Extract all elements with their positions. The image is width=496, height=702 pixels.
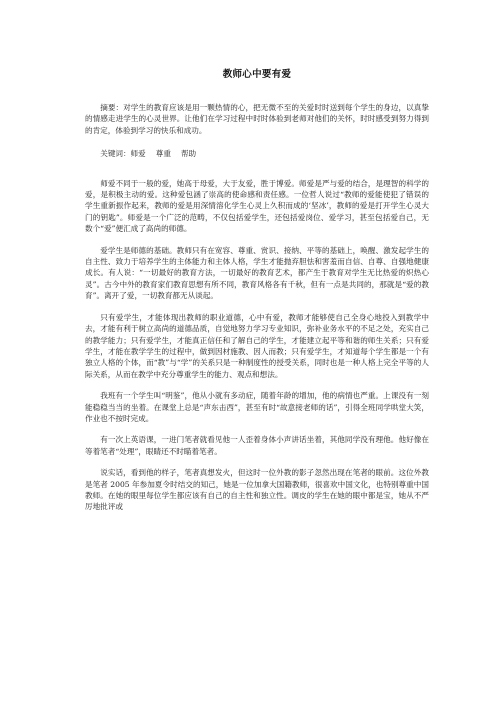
abstract: 摘要：对学生的教育应该是用一颗热情的心，把无微不至的关爱时时送到每个学生的身边，以真挚的情感走进学生的心灵世界。让他们在学习过程中时时体验到老师对他们的关怀，时时感受到努力得到的肯定，体验到学习的快乐和成功。	[85, 103, 429, 135]
body-paragraph: 说实话，看到他的样子，笔者真想发火，但这时一位外教的影子忽然出现在笔者的眼前。这位外教是笔者 2005 年参加夏令时结交的知己，她是一位加拿大国籍教师，很喜欢中国文化，也特别尊重中国教师。在她的眼里每位学生都应该有自己的自主性和独立性。调皮的学生在她的眼中都是宝，她从不严厉地批评或	[85, 468, 429, 512]
body-paragraph: 有一次上英语课，一进门笔者就看见他一人歪着身体小声讲话坐着，其他同学没有理他。他好像在等着笔者“处理”，眼睛还不时瞄着笔者。	[85, 435, 429, 456]
keywords: 关键词：师爱 尊重 帮助	[100, 149, 197, 159]
document-body	[85, 66, 429, 523]
body-paragraph: 只有爱学生，才能体现出教师的职业道德，心中有爱，教师才能够使自己全身心地投入到教学中去，才能有利于树立高尚的道德品质，自觉地努力学习专业知识，弥补业务水平的不足之处，充实自己的教学能力；只有爱学生，才能真正信任和了解自己的学生，才能建立起平等和谐的师生关系；只有爱学生，才能在教学学生的过程中，做到因材施教、因人而教；只有爱学生，才知道每个学生都是一个有独立人格的个体，而“教”与“学”的关系只是一种制度性的授受关系，同时也是一种人格上完全平等的人际关系，从而在教学中充分尊重学生的能力、观点和想法。	[85, 312, 429, 379]
body-paragraph: 师爱不同于一般的爱，她高于母爱，大于友爱，胜于博爱。师爱是严与爱的结合，是理智的科学的爱，是积极主动的爱。这种爱包涵了崇高的使命感和责任感。一位哲人说过“教师的爱能使犯了错误的学生重新振作起来，教师的爱是用深情溶化学生心灵上久积而成的‘坚冰’，教师的爱是打开学生心灵大门的钥匙”。师爱是一个广泛的范畴，不仅包括爱学生，还包括爱岗位、爱学习，甚至包括爱自己，无数个“爱”便汇成了高尚的师德。	[85, 178, 429, 234]
document-title: 教师心中要有爱	[222, 69, 292, 80]
body-paragraph: 爱学生是师德的基础。教师只有在宽容、尊重、赏识、接纳、平等的基础上，唤醒、激发起学生的自主性、致力于培养学生的主体能力和主体人格，学生才能抛弃胆怯和害羞而自信、自尊、自强地健康成长。有人说：“一切最好的教育方法，一切最好的教育艺术，都产生于教育对学生无比热爱的炽热心灵”。古今中外的教育家们教育思想有所不同，教育风格各有千秋，但有一点是共同的，那就是“爱的教育”。离开了爱，一切教育都无从谈起。	[85, 245, 429, 301]
body-paragraph: 我班有一个学生叫“明鉴”，他从小就有多动症，随着年龄的增加，他的病情也严重。上课没有一刻能稳稳当当的坐着。在课堂上总是“声东击西”，甚至有时“故意接老师的话”，引得全班同学哄堂大笑，作业也不按时完成。	[85, 391, 429, 423]
